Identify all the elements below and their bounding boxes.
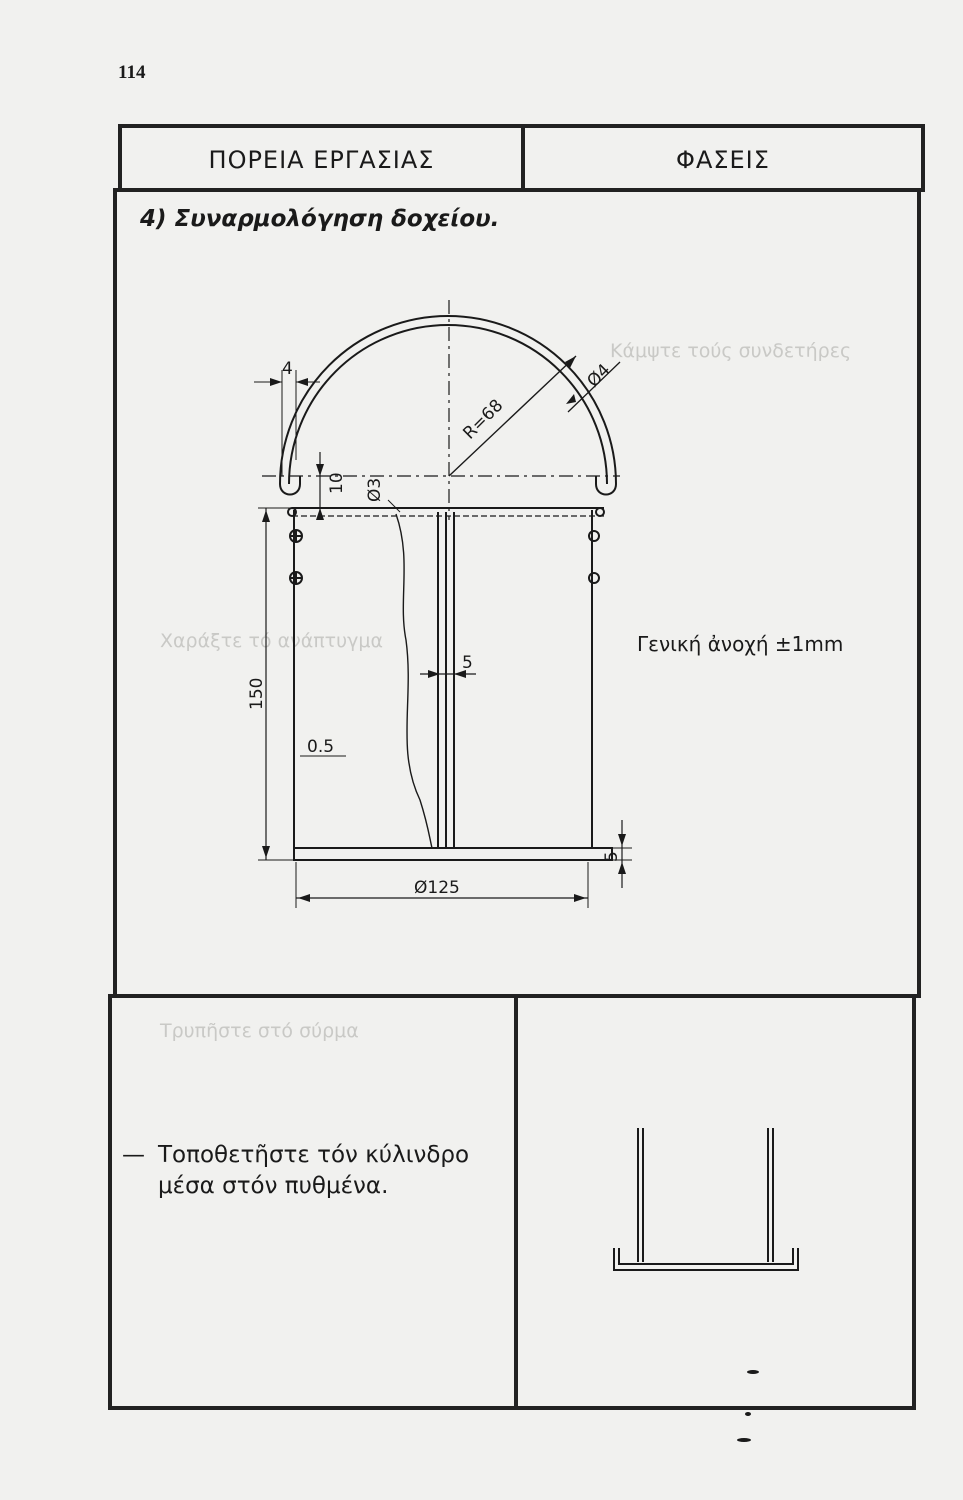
offset-5-label: 5: [462, 653, 473, 673]
instruction-line-2: μέσα στόν πυθμένα.: [158, 1173, 389, 1199]
print-specks: [737, 1370, 759, 1442]
bleed-through-text: Τρυπῆστε στό σύρμα: [160, 1020, 359, 1042]
page-number: 114: [118, 62, 146, 83]
step-title: 4) Συναρμολόγηση δοχείου.: [140, 206, 500, 232]
bleed-through-text: Χαράξτε τό ανάπτυγμα: [160, 630, 383, 652]
diameter-125-label: Ø125: [414, 878, 460, 898]
instruction-dash: —: [122, 1142, 145, 1168]
header-left-title: ΠΟΡΕΙΑ ΕΡΓΑΣΙΑΣ: [208, 146, 435, 174]
bleed-through-text: Κάμψτε τούς συνδετήρες: [610, 340, 852, 362]
width-4-label: 4: [282, 359, 293, 379]
instruction-line-1: Τοποθετῆστε τόν κύλινδρο: [158, 1142, 470, 1168]
d3-label: Ø3: [365, 477, 385, 502]
general-tolerance-note: Γενική ἀνοχή ±1mm: [637, 632, 844, 656]
header-right-title: ΦΑΣΕΙΣ: [676, 146, 770, 174]
height-150-label: 150: [247, 677, 267, 710]
radius-label: R=68: [459, 395, 508, 444]
height-10-label: 10: [327, 472, 347, 494]
base-profile: [614, 1248, 798, 1270]
thickness-05-label: 0.5: [307, 737, 335, 757]
base-height-5-label: 5: [602, 851, 622, 862]
d4-label: Ø4: [583, 360, 615, 392]
